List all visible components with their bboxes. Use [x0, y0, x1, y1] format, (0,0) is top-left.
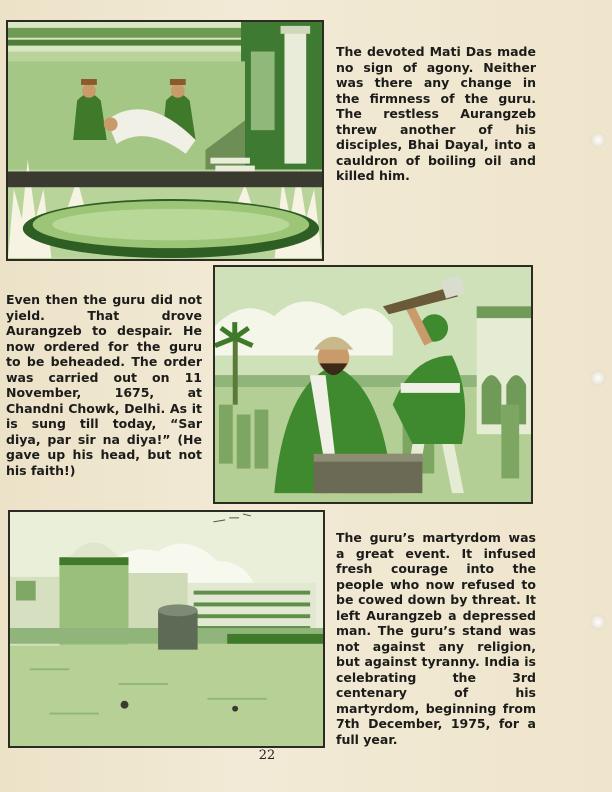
panel2-caption: Even then the guru did not yield. That drove Aurangzeb to despair. He now ordered for the guru to be beheaded. The order was carried out on 11 November, 1675, at Chandni Chowk, Delhi. As it is sung till today, “Sar diya, par sir na diya!” (He gave up his head, but not his faith!) — [6, 292, 202, 478]
binding-hole-top — [590, 132, 606, 148]
page-number: 22 — [258, 748, 276, 763]
binding-hole-bottom — [590, 614, 606, 630]
binding-hole-middle — [590, 370, 606, 386]
panel-cauldron-illustration — [6, 20, 324, 261]
execution-scene — [215, 267, 531, 502]
panel3-caption: The guru’s martyrdom was a great event. It infused fresh courage into the people who now refused to be cowed down by threat. It left Aurangzeb a depressed man. The guru’s stand was not against any religion, but against tyranny. India is celebrating the 3rd centenary of his martyrdom, beginning from 7th December, 1975, for a full year. — [336, 530, 536, 747]
panel-city-illustration — [8, 510, 325, 748]
panel-execution-illustration — [213, 265, 533, 504]
city-scene — [10, 512, 323, 746]
panel1-caption: The devoted Mati Das made no sign of agony. Neither was there any change in the firmness of the guru. The restless Aurangzeb threw another of his disciples, Bhai Dayal, into a cauldron of boiling oil and killed him. — [336, 44, 536, 183]
cauldron-scene — [8, 22, 322, 259]
